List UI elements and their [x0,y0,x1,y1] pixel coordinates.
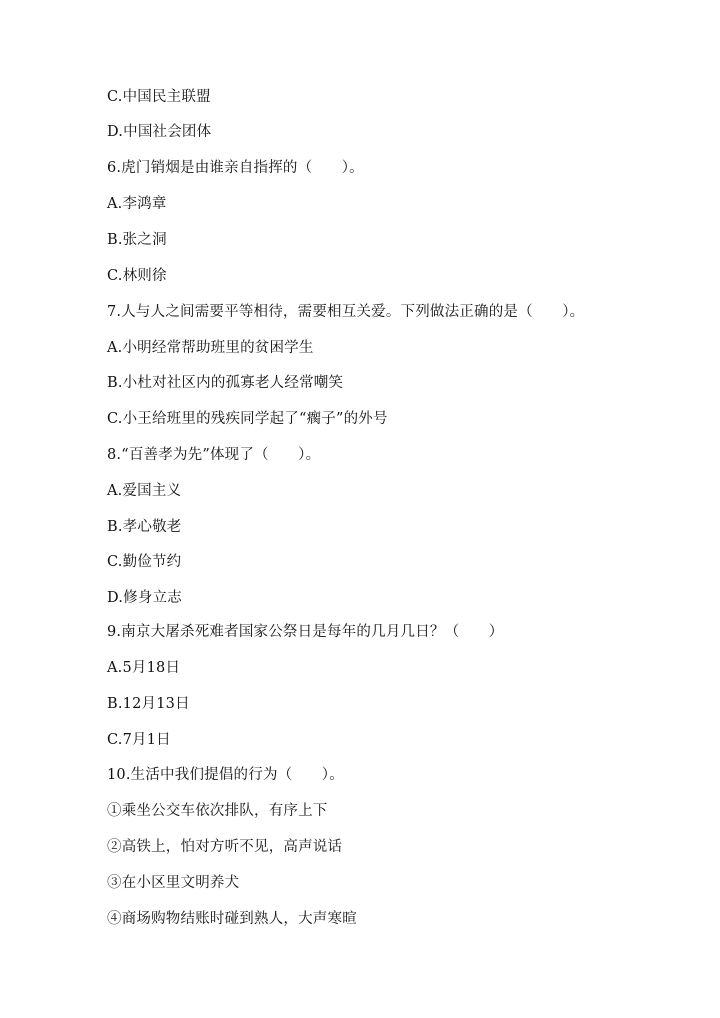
option-d-line: D.中国社会团体 [107,124,212,140]
q7-option-a: A.小明经常帮助班里的贫困学生 [107,340,314,356]
q8-option-b: B.孝心敬老 [107,519,182,535]
question-6: 6.虎门销烟是由谁亲自指挥的（ ）。 [107,160,364,176]
q8-option-a: A.爱国主义 [107,483,182,499]
q10-item-2: ②高铁上，怕对方听不见，高声说话 [107,839,343,855]
question-10: 10.生活中我们提倡的行为（ ）。 [107,767,344,783]
q8-option-c: C.勤俭节约 [107,554,182,570]
q9-option-b: B.12月13日 [107,696,190,712]
q10-item-1: ①乘坐公交车依次排队，有序上下 [107,803,328,819]
q6-option-a: A.李鸿章 [107,196,167,212]
q10-item-4: ④商场购物结账时碰到熟人，大声寒暄 [107,911,357,927]
q10-item-3: ③在小区里文明养犬 [107,875,240,891]
question-9: 9.南京大屠杀死难者国家公祭日是每年的几月几日？（ ） [107,624,504,640]
q7-option-c: C.小王给班里的残疾同学起了“瘸子”的外号 [107,411,388,427]
q6-option-b: B.张之洞 [107,232,167,248]
q7-option-b: B.小杜对社区内的孤寡老人经常嘲笑 [107,375,344,391]
question-8: 8.“百善孝为先”体现了（ ）。 [107,447,321,463]
q9-option-a: A.5月18日 [107,660,181,676]
q9-option-c: C.7月1日 [107,732,171,748]
q8-option-d: D.修身立志 [107,590,182,606]
option-c-line: C.中国民主联盟 [107,89,211,105]
question-7: 7.人与人之间需要平等相待，需要相互关爱。下列做法正确的是（ ）。 [107,304,585,320]
q6-option-c: C.林则徐 [107,268,167,284]
